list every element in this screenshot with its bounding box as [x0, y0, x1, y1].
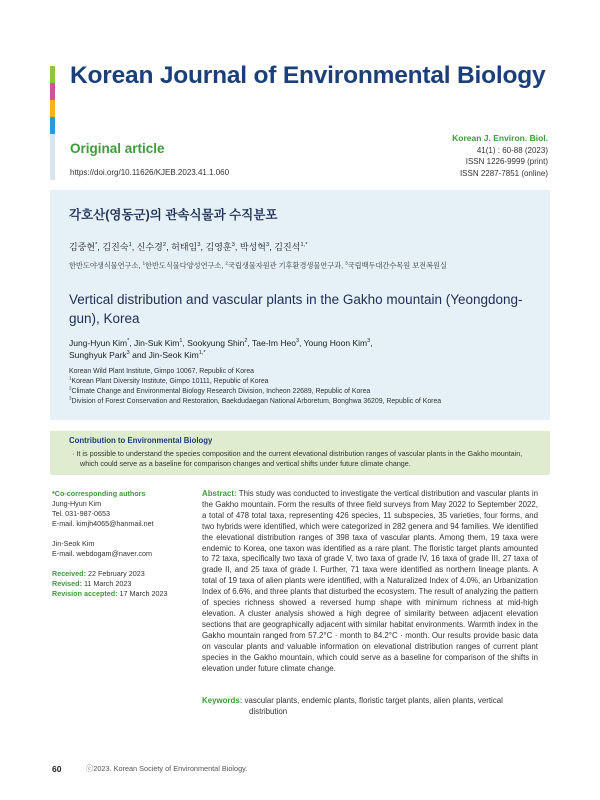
affiliation-sup: 1 — [142, 260, 146, 266]
korean-title: 각호산(영동군)의 관속식물과 수직분포 — [69, 208, 278, 222]
journal-abbr: Korean J. Environ. Biol. — [452, 133, 548, 143]
article-type: Original article — [70, 141, 165, 156]
contribution-body: It is possible to understand the species composition and the current elevational distribution ranges of vascular plants in the Gakho mountain, which could serve as a baseline for comparison changes and vertical shifts under future climate change. — [76, 449, 523, 468]
received-label: Received: — [52, 569, 86, 578]
author-sup: 3 — [265, 242, 270, 248]
keywords — [202, 695, 538, 717]
affiliation-line — [69, 377, 539, 387]
author-name: Sunghyuk Park — [69, 350, 127, 360]
affiliation-text: Korean Plant Diversity Institute, Gimpo 10111, Republic of Korea — [71, 378, 269, 385]
author1-email[interactable]: E-mail. kimjh4065@hanmail.net — [52, 519, 154, 528]
journal-title: Korean Journal of Environmental Biology — [70, 62, 546, 89]
affiliation-text: 한반도야생식물연구소 — [69, 261, 139, 270]
affiliation-text: 국립생물자원관 기후환경생물연구과 — [228, 261, 342, 270]
affiliation-text: 한반도식물다양성연구소 — [145, 261, 222, 270]
author-name: 김진석 — [274, 242, 301, 252]
page-number: 60 — [52, 764, 62, 774]
dates-block — [52, 569, 167, 599]
copyright: ⓒ2023. Korean Society of Environmental Biology. — [86, 764, 248, 773]
affiliation-text: Korean Wild Plant Institute, Gimpo 10067, Republic of Korea — [69, 368, 255, 375]
affiliation-text: 국립백두대간수목원 보전복원실 — [347, 261, 447, 270]
author-sup: 3 — [126, 350, 130, 357]
author-name: Jin-Seok Kim — [148, 350, 199, 360]
author-sup: 2 — [162, 242, 167, 248]
author-name: 김진숙 — [102, 242, 129, 252]
author-sup: 1,* — [300, 242, 308, 248]
author-name: Tae-Im Heo — [252, 338, 296, 348]
author-name: Sookyung Shin — [187, 338, 245, 348]
affiliation-sup: 2 — [225, 260, 229, 266]
author-name: 허태임 — [171, 242, 198, 252]
accepted-date: 17 March 2023 — [119, 589, 168, 598]
author-sup: 1,* — [198, 350, 206, 357]
author-name: Jung-Hyun Kim — [69, 338, 128, 348]
abstract-label: Abstract: — [202, 489, 237, 498]
author1-name: Jung-Hyun Kim — [52, 499, 102, 508]
received-date: 22 February 2023 — [87, 569, 145, 578]
affiliation-text: Division of Forest Conservation and Restoration, Baekdudaegan National Arboretum, Bonghwa 36209, Republic of Korea — [71, 398, 442, 405]
korean-affiliations: 한반도야생식물연구소, $^1$한반도식물다양성연구소, $^2$국립생물자원관 기후환경생물연구과, $^3$국립백두대간수목원 보전복원실 — [69, 260, 447, 270]
author-sup: * — [127, 338, 130, 345]
affiliation-sup: 1 — [69, 375, 72, 381]
author-name: Young Hoon Kim — [303, 338, 368, 348]
author-sup: 3 — [197, 242, 201, 248]
author-sup: 3 — [367, 338, 371, 345]
accent-bar-green — [50, 66, 55, 83]
author-sup: 2 — [244, 338, 248, 345]
author-sup: 1 — [179, 338, 183, 345]
journal-volume: 41(1) : 60-88 (2023) — [476, 145, 548, 155]
revised-date: 11 March 2023 — [83, 579, 132, 588]
affiliation-sup: 3 — [69, 395, 72, 401]
author-sup: * — [95, 242, 98, 248]
author-name: 김중현 — [69, 242, 96, 252]
doi-link[interactable]: https://doi.org/10.11626/KJEB.2023.41.1.060 — [70, 168, 230, 177]
english-title: Vertical distribution and vascular plants in the Gakho mountain (Yeongdong-gun), Korea — [69, 292, 523, 326]
contribution-text: · It is possible to understand the species composition and the current elevational distribution ranges of vascular plants in the Gakho mountain, which could serve as a baseline for comparison changes and vertical shifts under future climate change. — [72, 449, 523, 468]
korean-authors: 김중현*, 김진숙$^1$, 신수경$^2$, 허태임$^3$, 김영훈$^3$, 박성혁$^3$, 김진석$^{1,*}$ — [69, 242, 308, 252]
contribution-heading: Contribution to Environmental Biology — [69, 436, 213, 445]
accent-bar-light — [50, 134, 55, 180]
affiliation-sup: 2 — [69, 385, 72, 391]
author-sup: 3 — [231, 242, 235, 248]
accent-bar-pink — [50, 83, 55, 100]
correspondence-block — [52, 489, 154, 559]
issn-online: ISSN 2287-7851 (online) — [459, 168, 548, 178]
correspondence-heading: *Co-corresponding authors — [52, 489, 146, 498]
abstract — [202, 489, 538, 674]
author-name: 박성혁 — [239, 242, 266, 252]
accepted-label: Revision accepted: — [52, 589, 118, 598]
keywords-text: vascular plants, endemic plants, floristic target plants, alien plants, vertical distribution — [244, 696, 503, 716]
author1-tel: Tel. 031-987-0653 — [52, 509, 110, 518]
author-sup: 1 — [128, 242, 132, 248]
author-sup: 3 — [295, 338, 300, 345]
affiliation-text: Climate Change and Environmental Biology Research Division, Incheon 22689, Republic of Korea — [71, 388, 371, 395]
affiliation-sup: 3 — [345, 260, 348, 266]
author2-name: Jin-Seok Kim — [52, 539, 95, 548]
author-name: 신수경 — [136, 242, 163, 252]
keywords-label: Keywords: — [202, 696, 243, 705]
author-name: Jin-Suk Kim — [134, 338, 180, 348]
abstract-text: This study was conducted to investigate the vertical distribution and vascular plants in the Gakho mountain. Form the results of three field surveys from May 2022 to September 2022, a total of 478 total taxa, representing 426 species, 11 subspecies, 35 varieties, four forms, and two hybrids were identified, which were categorized in 282 genera and 94 families. We identified the elevational distribution ranges of 398 taxa of vascular plants. Among them, 19 taxa were endemic to Korea, one taxon was identified as a rare plant. The floristic target plants amounted to 72 taxa, specifically two taxa of grade V, two taxa of grade IV, 16 taxa of grade III, 27 taxa of grade II, and 25 taxa of grade I. Further, 71 taxa were identified as northern lineage plants. A total of 19 taxa of alien plants were identified, with a Naturalized Index of 4.0%, an Urbanization Index of 6.6%, and three plants that disturbed the ecosystem. The result of analyzing the pattern of species richness showed a reversed hump shape with minimum richness at mid-high elevation. A cluster analysis showed a high degree of similarity between adjacent elevation sections that are geographically adjacent with similar habitat environments. Warmth index in the Gakho mountain ranged from 57.2°C · month to 84.2°C · month. Our results provide basic data on vascular plants and valuable information on elevational distribution ranges of current plant species in the Gakho mountain, which could serve as a baseline for comparison of the shifts in elevation under future climate change. — [202, 489, 538, 673]
accent-bar-blue — [50, 117, 55, 134]
affiliation-line — [69, 397, 539, 407]
author-name: 김영훈 — [205, 242, 232, 252]
issn-print: ISSN 1226-9999 (print) — [465, 157, 548, 166]
english-affiliations — [69, 367, 539, 407]
journal-meta — [452, 133, 548, 179]
revised-label: Revised: — [52, 579, 82, 588]
affiliation-line — [69, 387, 539, 397]
author2-email[interactable]: E-mail. webdogam@naver.com — [52, 549, 152, 558]
accent-bar-yellow — [50, 100, 55, 117]
affiliation-line — [69, 367, 539, 377]
english-authors: Jung-Hyun Kim*, Jin-Suk Kim$^1$, Sookyung Shin$^2$, Tae-Im Heo$^3$, Young Hoon Kim$^3$, Sunghyuk Park$^3$ and Jin-Seok Kim$^{1,*}$ — [69, 338, 373, 360]
